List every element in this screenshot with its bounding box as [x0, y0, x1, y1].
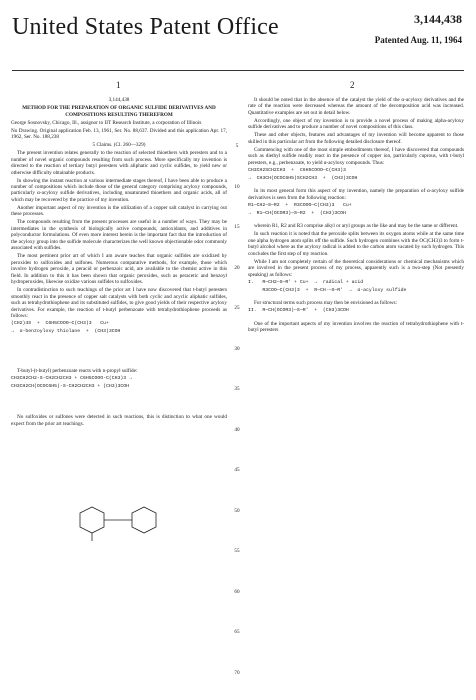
chemical-formula: R3COO—C(CH3)3 + R—CH·—S—R' → α-acyloxy sulfide	[248, 287, 407, 293]
paragraph: While I am not completely certain of the theoretical considerations or chemical mechanisms which are involved in the present process of my process, apparently such is a two-step (Not presently speaking) as follows:	[248, 258, 464, 278]
column-number-left: 1	[116, 80, 121, 90]
chemical-formula: CH3CH2SCH2CH3 + C6H5COOO—C(CH3)3	[248, 167, 346, 173]
paragraph: For structural terms such process may then be envisioned as follows:	[254, 300, 397, 307]
line-number: 10	[234, 183, 240, 190]
paragraph: These and other objects, features and advantages of my invention will become apparent to those skilled in this particular art from the following detailed disclosure thereof.	[248, 132, 464, 145]
line-number: 50	[234, 507, 240, 514]
paragraph: No sulfoxides or sulfones were detected in such reactions, this is distinction to what one would expect from the prior art teachings.	[11, 414, 227, 427]
chemical-formula: I. R—CH2—S—R' + Cu+ → radical + acid	[248, 279, 364, 285]
line-number: 70	[234, 669, 240, 676]
invention-title: METHOD FOR THE PREPARATION OF ORGANIC SULFIDE DERIVATIVES AND COMPOSITIONS RESULTING THEREFROM	[22, 105, 216, 118]
left-column	[11, 97, 227, 429]
right-column	[248, 97, 464, 335]
line-number: 5	[235, 143, 239, 149]
paragraph: wherein R1, R2 and R3 comprise alkyl or aryl groups as the like and may be the same or different.	[254, 223, 459, 230]
line-number: 25	[234, 305, 240, 311]
paragraph: In showing the instant reaction at various intermediate stages thereof, I have been able to produce a number of compositions which include those of the general category comprising acyloxy compounds, particularly α-acyloxy sulfide derivatives, including unsaturated thioethers and organic acids, all of which may be recovered by the practice of my invention.	[11, 177, 227, 203]
patent-date: Patented Aug. 11, 1964	[374, 35, 462, 45]
paragraph: Accordingly, one object of my invention is to provide a novel process of making alpha-acyloxy sulfide derivatives and to produce a number of novel compositions of this class.	[248, 117, 464, 131]
column-number-right: 2	[350, 80, 355, 90]
line-number: 35	[234, 386, 240, 392]
patent-number: 3,144,438	[414, 12, 462, 26]
line-number: 60	[234, 588, 240, 595]
claims-line: 5 Claims. (Cl. 260—329)	[92, 142, 146, 149]
line-number: 65	[234, 629, 240, 635]
chemical-formula: R1—CH2—S—R2 + R3COOO—C(CH3)3 Cu+	[248, 202, 352, 208]
paragraph: The compounds resulting from the present processes are useful in a number of ways. They may be intermediates in the synthesis of biologically active compounds, antioxidants, and additives in polyconductor formulations. Of even more interest herein is the important fact that the introduction of the acyloxy group into the sulfide molecule characterizes the well known objectionable odor commonly associated with sulfides.	[11, 219, 227, 252]
document-title: United States Patent Office	[12, 14, 279, 40]
paragraph: In contradistinction to such teachings of the prior art I have now discovered that t-butyl peresters smoothly react in the presence of copper salt catalysts with both cyclic and acyclic aliphatic sulfides, such as tetrahydrothiophene and its substituted sulfides, to give good yields of their respective acyloxy derivatives. For example, the reaction of t-butyl perbenzoate with tetrahydrothiophene proceeds as follows:	[11, 287, 227, 319]
line-number: 20	[234, 264, 240, 271]
line-number: 30	[234, 345, 240, 352]
paragraph: Commencing with one of the most simple embodiments thereof, I have discovered that compounds such as diethyl sulfide readily react in the presence of copper ion, particularly cuprous, with t-butyl peresters, e.g., perbenzoate, to yield α-acyloxy compounds. Thus:	[248, 146, 464, 166]
line-number: 40	[234, 426, 240, 433]
paragraph: The present invention relates generally to the reaction of selected thioethers with peresters and to a number of novel organic compounds resulting from such process. More specifically my invention is directed to the reaction of tertiary butyl peresters with aliphatic and cyclic sulfides, to yield new or otherwise difficulty obtainable products.	[11, 150, 227, 176]
paragraph: It should be noted that in the absence of the catalyst the yield of the α-acyloxy derivatives and the rate of the reaction were decreased whereas the amount of the decomposition acid was increased. Quantitative examples are set out in detail below.	[248, 97, 464, 116]
chemical-formula: → CH3CH(OCOC6H5)SCH2CH3 + (CH3)3COH	[248, 175, 358, 181]
paragraph: In such reaction it is noted that the peroxide splits between its oxygen atoms while at the same time one alpha hydrogen atom splits off the sulfide. Such hydrogen combines with the OC(CH3)3 to form t-butyl alcohol where as the acyloxy radical is added to the carbon atom vacated by such hydrogen. This concludes the first step of my reaction.	[248, 231, 464, 257]
chemical-formula: → α-benzoyloxy thiolane + (CH3)3COH	[11, 329, 121, 335]
paragraph: One of the important aspects of my invention involves the reaction of tetrahydrothiophene with t-butyl peresters	[248, 320, 464, 334]
structure-diagram-left	[62, 505, 172, 545]
chemical-formula: CH3CH2CH(OCOC6H5)-S-CH2CH2CH3 + (CH3)3COH	[11, 383, 130, 389]
paragraph: T-butyl-(t-butyl) perbenzoate reacts with n-propyl sulfide:	[17, 367, 138, 374]
patent-num-small: 3,144,438	[108, 97, 130, 103]
line-number: 45	[234, 467, 240, 473]
line-number: 55	[234, 548, 240, 554]
inventor-line: George Sosnovsky, Chicago, Ill., assignor to IIT Research Institute, a corporation of Illinois	[11, 119, 202, 126]
paragraph: Another important aspect of my invention is the utilization of a copper salt catalyst in carrying out these processes.	[11, 204, 227, 218]
filing-line: No Drawing. Original application Feb. 13, 1961, Ser. No. 88,637. Divided and this application Apr. 17, 1962, Ser. No. 188,238	[11, 127, 227, 141]
chemical-formula: → R1—CH(OCOR3)—S—R2 + (CH3)3COH	[248, 210, 346, 216]
paragraph: In its most general form this aspect of my invention, namely the preparation of α-acyloxy sulfide derivatives is seen from the following reaction:	[248, 188, 464, 201]
chemical-formula: CH3CH2CH2-S-CH2CH2CH3 + C6H5COOO-C(CH3)3 →	[11, 375, 132, 381]
header-rule	[12, 70, 464, 71]
chemical-formula: II. R—CH(OCOR3)—S—R' + (CH3)3COH	[248, 308, 349, 314]
line-number: 15	[234, 224, 240, 230]
paragraph: The most pertinent prior art of which I am aware teaches that organic sulfides are oxidized by peroxides to sulfoxides and sulfones. Numerous comparative methods, for example, those which involve hydrogen peroxide, a peracid or perbenzoic acid, are available to the chemist active in this field. In addition to this it has been shown that organic peroxides, such as peracetic and benzoyl hydroperoxides, likewise oxidize various sulfides to sulfoxides.	[11, 253, 227, 286]
chemical-formula: (CH2)4S + C6H5COOO—C(CH3)3 Cu+	[11, 321, 109, 327]
